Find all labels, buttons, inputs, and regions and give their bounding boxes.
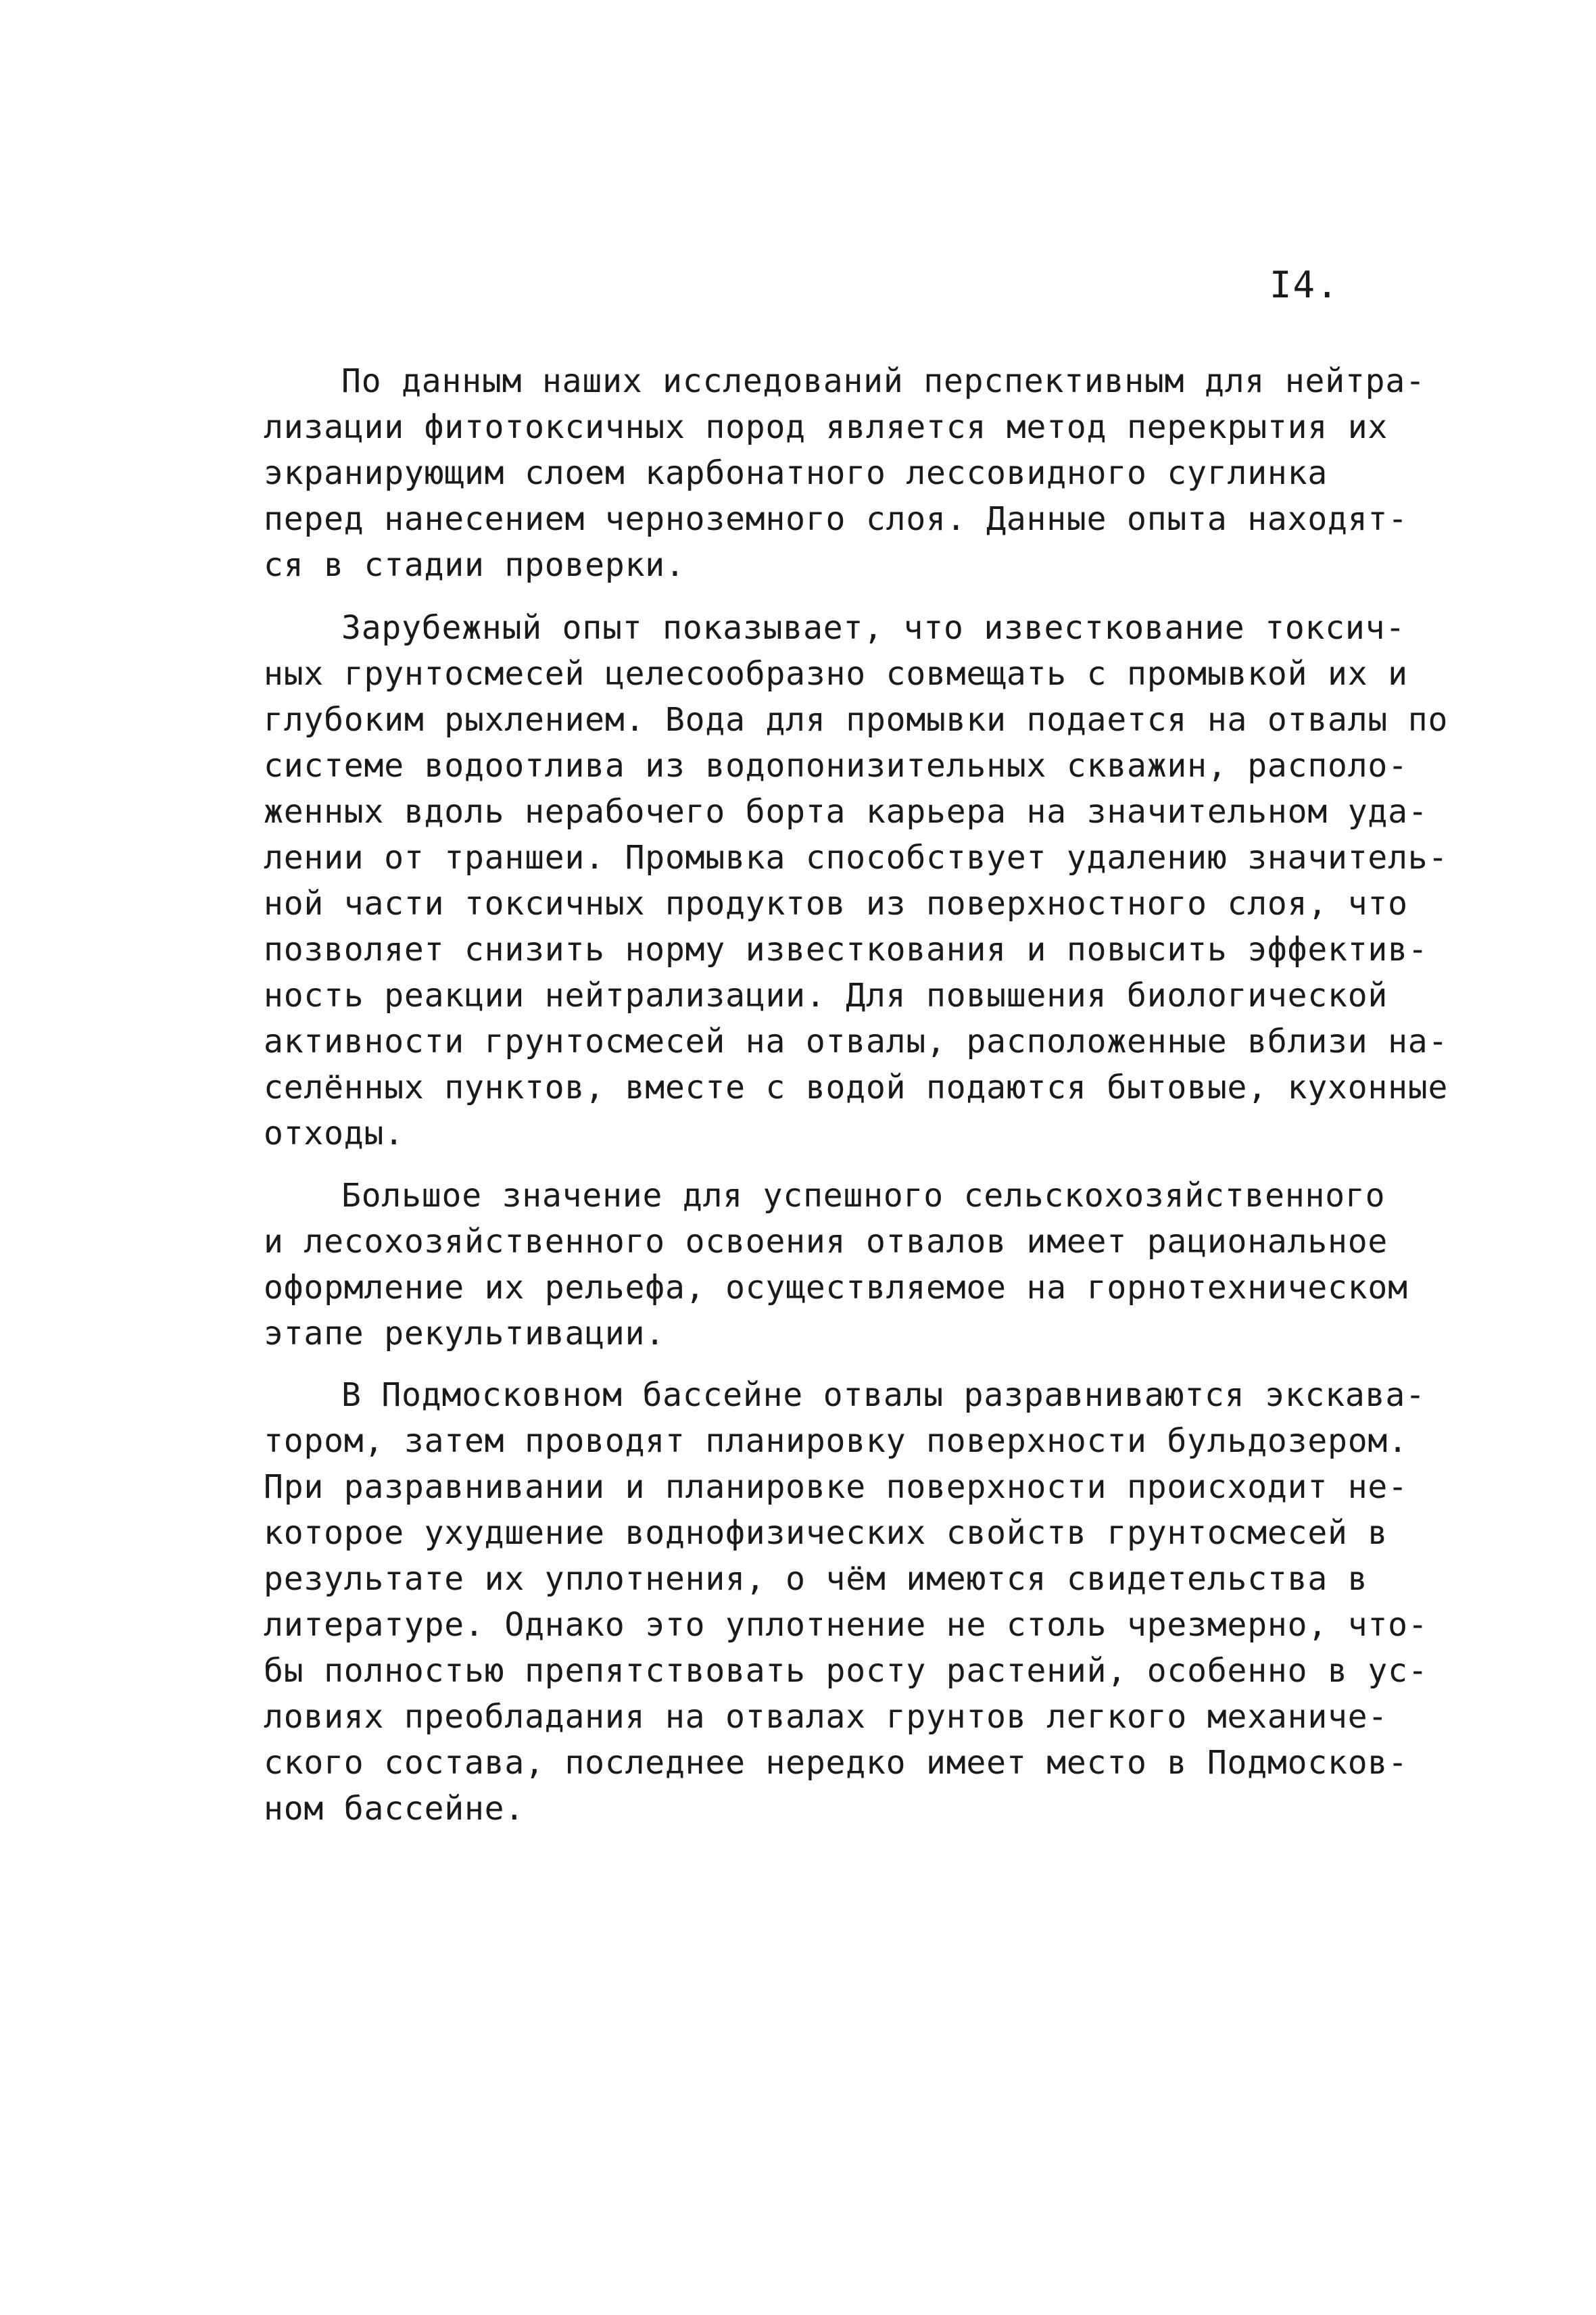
paragraph-line: По данным наших исследований перспективным для нейтра- — [341, 362, 1426, 400]
paragraph-line: экранирующим слоем карбонатного лессовидного суглинка — [264, 454, 1328, 492]
paragraph-line: позволяет снизить норму известкования и повысить эффектив- — [264, 931, 1428, 969]
paragraph-line: ловиях преобладания на отвалах грунтов легкого механиче- — [264, 1698, 1388, 1736]
paragraph-line: ных грунтосмесей целесообразно совмещать с промывкой их и — [264, 655, 1408, 693]
paragraph-line: которое ухудшение воднофизических свойств грунтосмесей в — [264, 1514, 1388, 1552]
paragraph-line: литературе. Однако это уплотнение не столь чрезмерно, что- — [264, 1606, 1428, 1644]
paragraph-line: отходы. — [264, 1115, 404, 1152]
paragraph-line: Зарубежный опыт показывает, что известкование токсич- — [341, 609, 1406, 647]
paragraph-line: ность реакции нейтрализации. Для повышения биологической — [264, 977, 1388, 1015]
paragraph-line: При разравнивании и планировке поверхности происходит не- — [264, 1468, 1408, 1506]
paragraph-line: ном бассейне. — [264, 1790, 525, 1828]
paragraph-2 — [264, 605, 1448, 1156]
paragraph-4 — [264, 1372, 1428, 1832]
page-number: I4. — [1269, 264, 1340, 306]
paragraph-line: лении от траншеи. Промывка способствует удалению значитель- — [264, 839, 1449, 877]
paragraph-line: бы полностью препятствовать росту растений, особенно в ус- — [264, 1652, 1428, 1690]
paragraph-line: ся в стадии проверки. — [264, 546, 685, 584]
paragraph-line: селённых пунктов, вместе с водой подаются бытовые, кухонные — [264, 1069, 1449, 1106]
paragraph-line: тором, затем проводят планировку поверхности бульдозером. — [264, 1422, 1408, 1460]
paragraph-line: В Подмосковном бассейне отвалы разравниваются экскава- — [341, 1376, 1426, 1414]
paragraph-line: глубоким рыхлением. Вода для промывки подается на отвалы по — [264, 701, 1449, 739]
paragraph-line: и лесохозяйственного освоения отвалов имеет рациональное — [264, 1223, 1388, 1261]
paragraph-line: системе водоотлива из водопонизительных скважин, располо- — [264, 747, 1408, 785]
paragraph-line: оформление их рельефа, осуществляемое на горнотехническом — [264, 1269, 1408, 1307]
paragraph-line: перед нанесением черноземного слоя. Данные опыта находят- — [264, 500, 1408, 538]
paragraph-line: этапе рекультивации. — [264, 1315, 665, 1353]
paragraph-line: активности грунтосмесей на отвалы, расположенные вблизи на- — [264, 1023, 1449, 1061]
paragraph-line: женных вдоль нерабочего борта карьера на значительном уда- — [264, 793, 1428, 831]
paragraph-line: ского состава, последнее нередко имеет место в Подмосков- — [264, 1744, 1408, 1782]
paragraph-3 — [264, 1173, 1408, 1357]
paragraph-line: результате их уплотнения, о чём имеются свидетельства в — [264, 1560, 1368, 1598]
paragraph-line: ной части токсичных продуктов из поверхностного слоя, что — [264, 885, 1408, 923]
paragraph-line: Большое значение для успешного сельскохозяйственного — [341, 1177, 1386, 1215]
paragraph-line: лизации фитотоксичных пород является метод перекрытия их — [264, 408, 1388, 446]
paragraph-1 — [264, 358, 1426, 588]
